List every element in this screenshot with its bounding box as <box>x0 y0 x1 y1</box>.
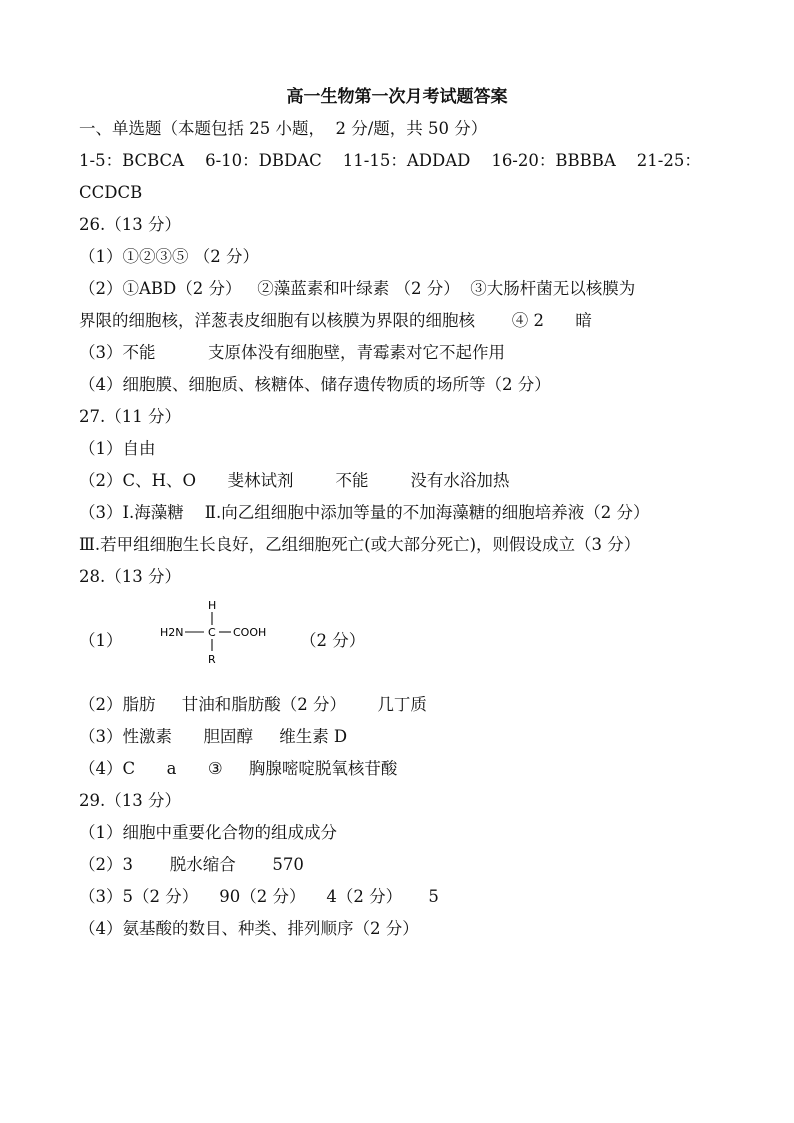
page-title: 高一生物第一次月考试题答案 <box>286 87 508 107</box>
answer-line: （3）Ⅰ.海藻糖 Ⅱ.向乙组细胞中添加等量的不加海藻糖的细胞培养液（2 分） <box>79 503 650 522</box>
question-heading-29: 29.（13 分） <box>79 791 181 810</box>
answer-line: （1）①②③⑤ （2 分） <box>79 247 259 266</box>
answer-line: （2）①ABD（2 分） ②藻蓝素和叶绿素 （2 分） ③大肠杆菌无以核膜为 <box>79 279 636 298</box>
answer-line: （2）3 脱水缩合 570 <box>79 855 304 874</box>
answer-line: （1）自由 <box>79 439 156 458</box>
section-heading-single-choice: 一、单选题（本题包括 25 小题， 2 分/题，共 50 分） <box>79 119 488 138</box>
answer-line: （4）氨基酸的数目、种类、排列顺序（2 分） <box>79 919 419 938</box>
amino-acid-structure <box>155 596 275 666</box>
structure-top: H <box>208 599 217 612</box>
question-heading-26: 26.（13 分） <box>79 215 181 234</box>
answer-row: 1-5：BCBCA 6-10：DBDAC 11-15：ADDAD 16-20：BBBBA 21-25： <box>79 151 701 170</box>
question-heading-27: 27.（11 分） <box>79 407 181 426</box>
answer-score: （2 分） <box>300 631 366 650</box>
question-heading-28: 28.（13 分） <box>79 567 181 586</box>
answer-line: （2）C、H、O 斐林试剂 不能 没有水浴加热 <box>79 471 510 490</box>
answer-line: （3）不能 支原体没有细胞壁，青霉素对它不起作用 <box>79 343 505 362</box>
structure-bottom: R <box>208 653 216 666</box>
answer-line: （4）C a ③ 胸腺嘧啶脱氧核苷酸 <box>79 759 398 778</box>
answer-line: （4）细胞膜、细胞质、核糖体、储存遗传物质的场所等（2 分） <box>79 375 551 394</box>
answer-line: 界限的细胞核，洋葱表皮细胞有以核膜为界限的细胞核 ④ 2 暗 <box>79 311 592 330</box>
structure-center: C <box>208 626 216 639</box>
answer-line: Ⅲ.若甲组细胞生长良好，乙组细胞死亡(或大部分死亡)，则假设成立（3 分） <box>79 535 641 554</box>
answer-row: CCDCB <box>79 183 143 202</box>
answer-line: （2）脂肪 甘油和脂肪酸（2 分） 几丁质 <box>79 695 427 714</box>
structure-right: COOH <box>233 626 267 639</box>
structure-left: H2N <box>160 626 184 639</box>
answer-line: （1）细胞中重要化合物的组成成分 <box>79 823 337 842</box>
answer-line: （3）5（2 分） 90（2 分） 4（2 分） 5 <box>79 887 439 906</box>
answer-line: （3）性激素 胆固醇 维生素 D <box>79 727 348 746</box>
answer-line: （1） <box>79 631 123 650</box>
